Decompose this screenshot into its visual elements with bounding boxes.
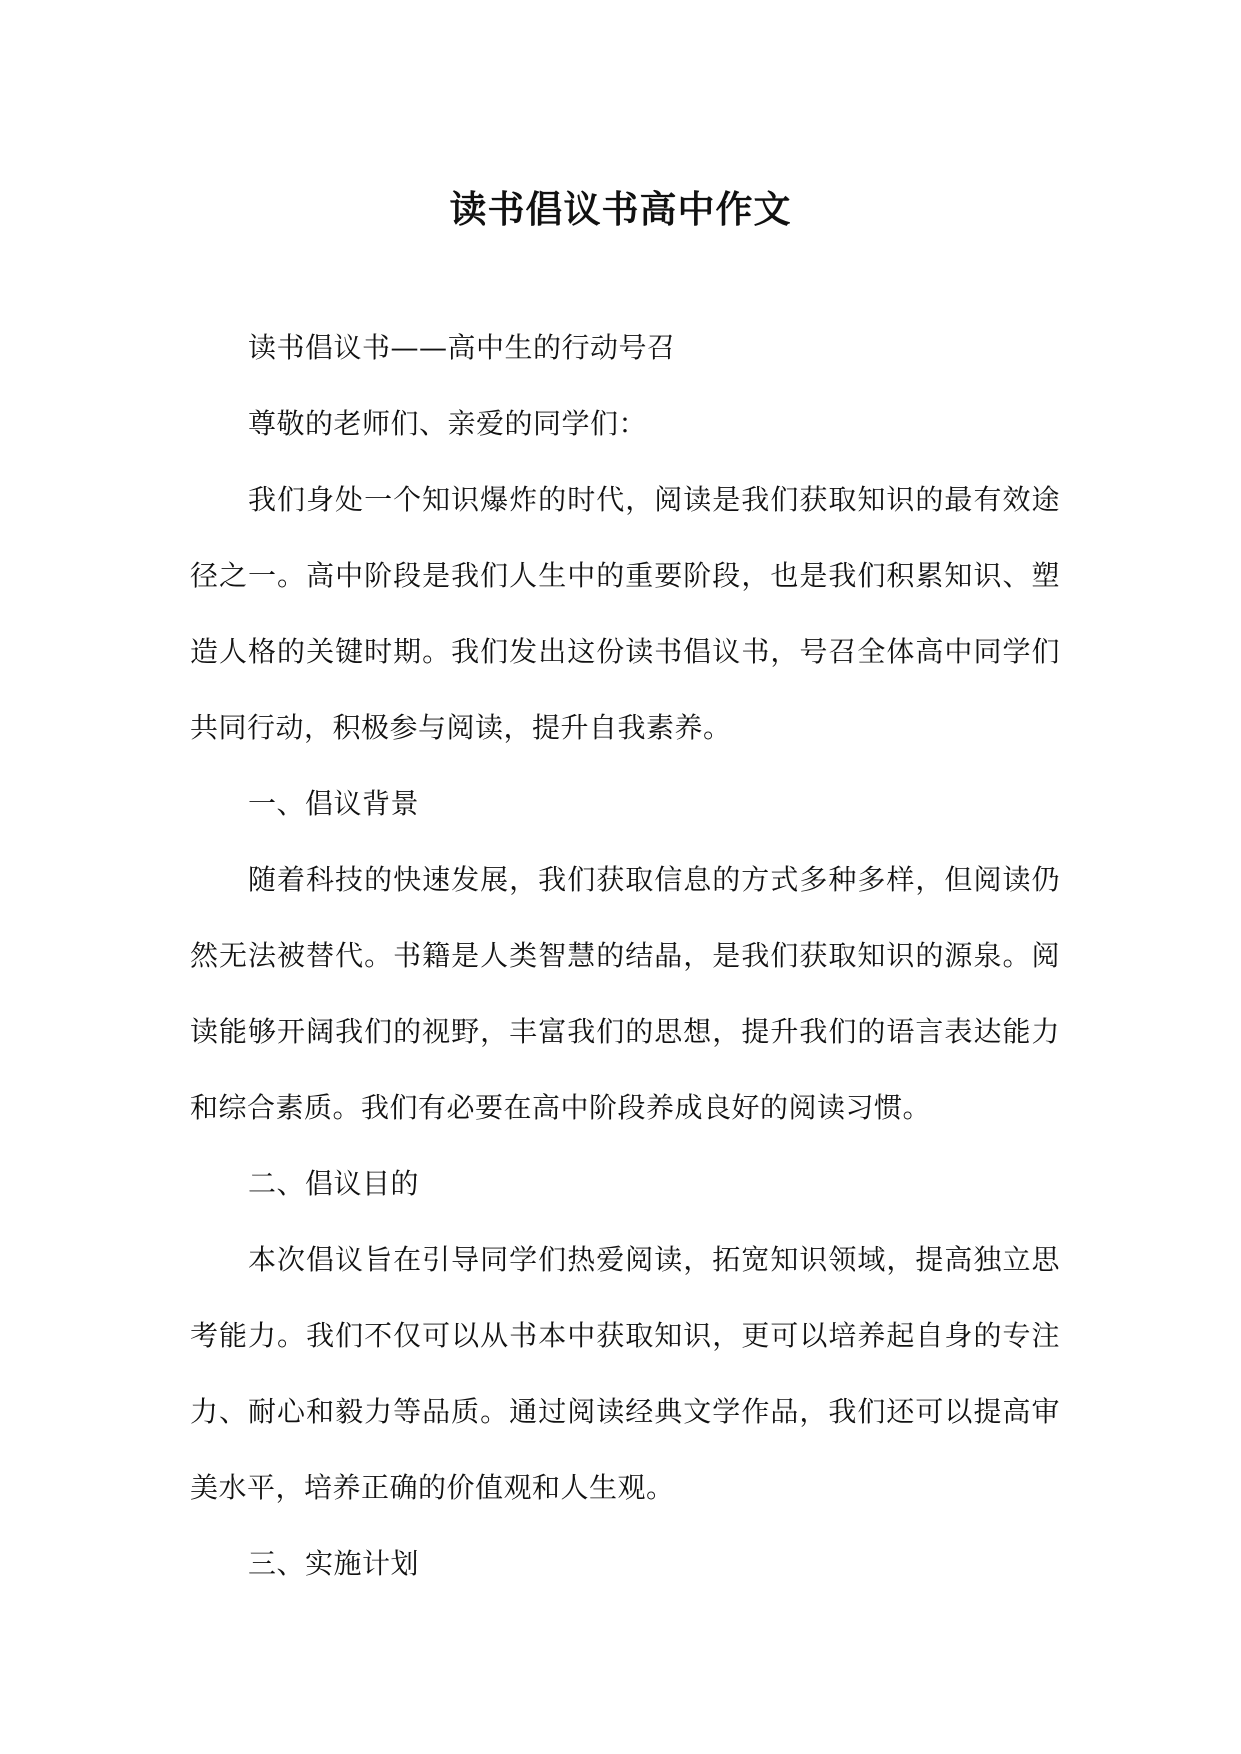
document-title: 读书倡议书高中作文 xyxy=(449,187,792,231)
background-paragraph: 随着科技的快速发展，我们获取信息的方式多种多样，但阅读仍然无法被替代。书籍是人类智慧的结晶，是我们获取知识的源泉。阅读能够开阔我们的视野，丰富我们的思想，提升我们的语言表达能力和综合素质。我们有必要在高中阶段养成良好的阅读习惯。 xyxy=(190,863,1060,1124)
subtitle-paragraph: 读书倡议书——高中生的行动号召 xyxy=(248,331,676,364)
section-heading-purpose: 二、倡议目的 xyxy=(248,1167,420,1200)
section-heading-plan: 三、实施计划 xyxy=(248,1547,420,1580)
document-body xyxy=(190,310,1060,1602)
salutation-paragraph: 尊敬的老师们、亲爱的同学们： xyxy=(248,407,648,440)
intro-paragraph: 我们身处一个知识爆炸的时代，阅读是我们获取知识的最有效途径之一。高中阶段是我们人生中的重要阶段，也是我们积累知识、塑造人格的关键时期。我们发出这份读书倡议书，号召全体高中同学们共同行动，积极参与阅读，提升自我素养。 xyxy=(190,483,1060,744)
section-heading-background: 一、倡议背景 xyxy=(248,787,420,820)
purpose-paragraph: 本次倡议旨在引导同学们热爱阅读，拓宽知识领域，提高独立思考能力。我们不仅可以从书本中获取知识，更可以培养起自身的专注力、耐心和毅力等品质。通过阅读经典文学作品，我们还可以提高审美水平，培养正确的价值观和人生观。 xyxy=(190,1243,1060,1504)
